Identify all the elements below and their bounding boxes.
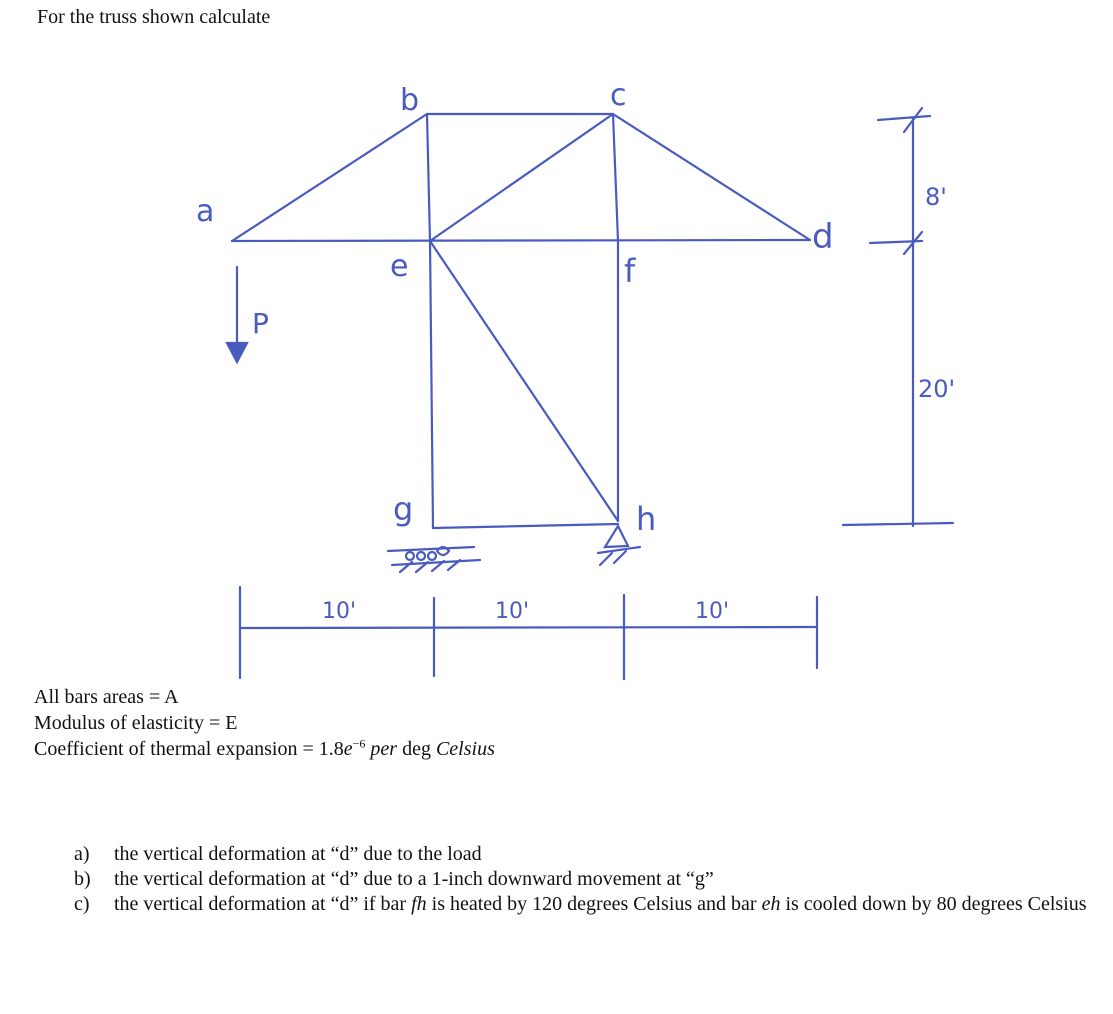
thermal-prefix: Coefficient of thermal expansion = 1.8 [34,738,344,760]
question-marker: b) [74,868,91,890]
thermal-line [34,736,495,762]
thermal-per: per [370,738,398,760]
node-label-f: f [624,252,636,290]
node-label-b: b [400,83,420,118]
question-item [74,842,1104,867]
member-eh [430,241,618,521]
intro-text: For the truss shown calculate [37,6,271,28]
pin-support-h [598,526,640,565]
bar-eh: eh [761,893,781,915]
question-text: the vertical deformation at “d” due to the load [114,843,482,865]
bar-fh: fh [411,893,427,915]
member-cd [613,114,810,240]
question-text [114,892,1104,917]
member-cf [613,114,618,241]
question-text-pre: the vertical deformation at “d” if bar [114,893,412,915]
roller-support-g [388,547,480,572]
properties-block [34,684,495,762]
thermal-deg: deg [402,738,431,760]
node-label-g: g [393,490,414,528]
question-text-mid: is heated by 120 degrees Celsius and bar [426,893,762,915]
question-marker: a) [74,843,90,865]
load-label-p: P [252,307,269,340]
modulus-line: Modulus of elasticity = E [34,712,238,734]
areas-line: All bars areas = A [34,686,179,708]
dimension-label-span3: 10' [695,599,730,624]
questions-list [74,842,1104,917]
question-text-post: is cooled down by 80 degrees Celsius [780,893,1087,915]
member-eg [430,241,433,528]
dimension-label-8ft: 8' [925,183,947,211]
node-label-d: d [812,217,834,257]
node-label-e: e [390,249,409,284]
dimension-label-20ft: 20' [918,375,956,403]
question-text: the vertical deformation at “d” due to a 1-inch downward movement at “g” [114,868,714,890]
member-ab [232,114,427,241]
node-label-h: h [636,500,657,538]
member-ce [430,114,613,241]
question-item [74,892,1104,917]
thermal-exponent: −6 [352,736,366,751]
node-label-a: a [196,194,215,229]
load-arrow [227,267,247,362]
question-item [74,867,1104,892]
member-ad [232,240,810,241]
member-be [427,114,430,241]
question-marker: c) [74,893,90,915]
node-label-c: c [610,78,627,113]
thermal-e: e [343,738,353,760]
member-gh [433,524,618,528]
dimension-label-span1: 10' [322,599,357,624]
vertical-dimension [843,108,956,526]
dimension-label-span2: 10' [495,599,530,624]
thermal-unit: Celsius [435,738,495,760]
